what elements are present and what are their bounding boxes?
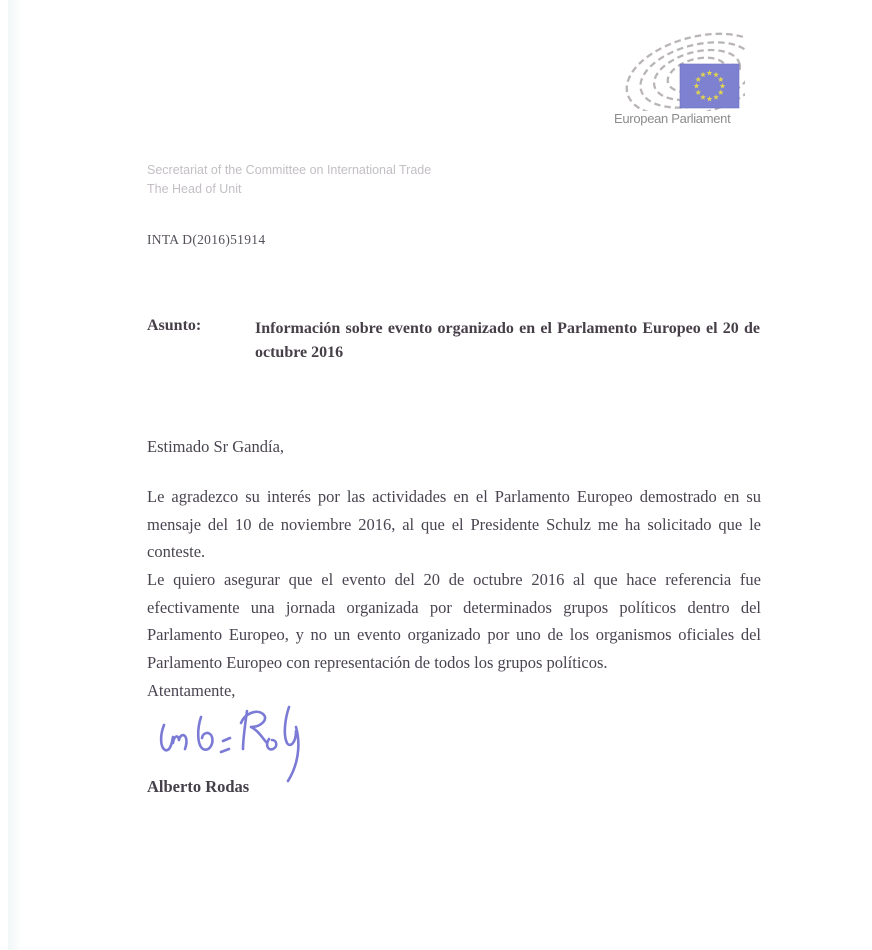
sender-line-secretariat: Secretariat of the Committee on International Trade: [147, 163, 432, 177]
closing: Atentamente,: [147, 681, 236, 700]
salutation: Estimado Sr Gandía,: [147, 437, 285, 456]
eu-flag-icon: [680, 64, 739, 108]
logo-caption: European Parliament: [614, 111, 731, 126]
hemicycle-flag-icon: [613, 25, 745, 111]
body-paragraph-1: Le agradezco su interés por las actividades en el Parlamento Europeo demostrado en su mensaje del 10 de noviembre 2016, al que el Presidente Schulz me ha solicitado que le conteste.: [147, 487, 761, 561]
reference-number: INTA D(2016)51914: [147, 232, 266, 247]
subject-text: Información sobre evento organizado en el Parlamento Europeo el 20 de octubre 2016: [255, 320, 760, 361]
signature-ink-icon: [157, 699, 309, 785]
sender-line-head-of-unit: The Head of Unit: [147, 182, 242, 196]
signer-name: Alberto Rodas: [147, 777, 250, 796]
subject-row: [147, 317, 760, 364]
scan-edge-artifact: [8, 0, 22, 950]
body-paragraph-2: Le quiero asegurar que el evento del 20 de octubre 2016 al que hace referencia fue efectivamente una jornada organizada por determinados grupos políticos dentro del Parlamento Europeo, y no un evento organizado por uno de los organismos oficiales del Parlamento Europeo con representación de todos los grupos políticos.: [147, 570, 761, 672]
subject-label: Asunto:: [147, 317, 202, 334]
european-parliament-logo: [613, 25, 745, 131]
sender-block: [147, 161, 431, 199]
